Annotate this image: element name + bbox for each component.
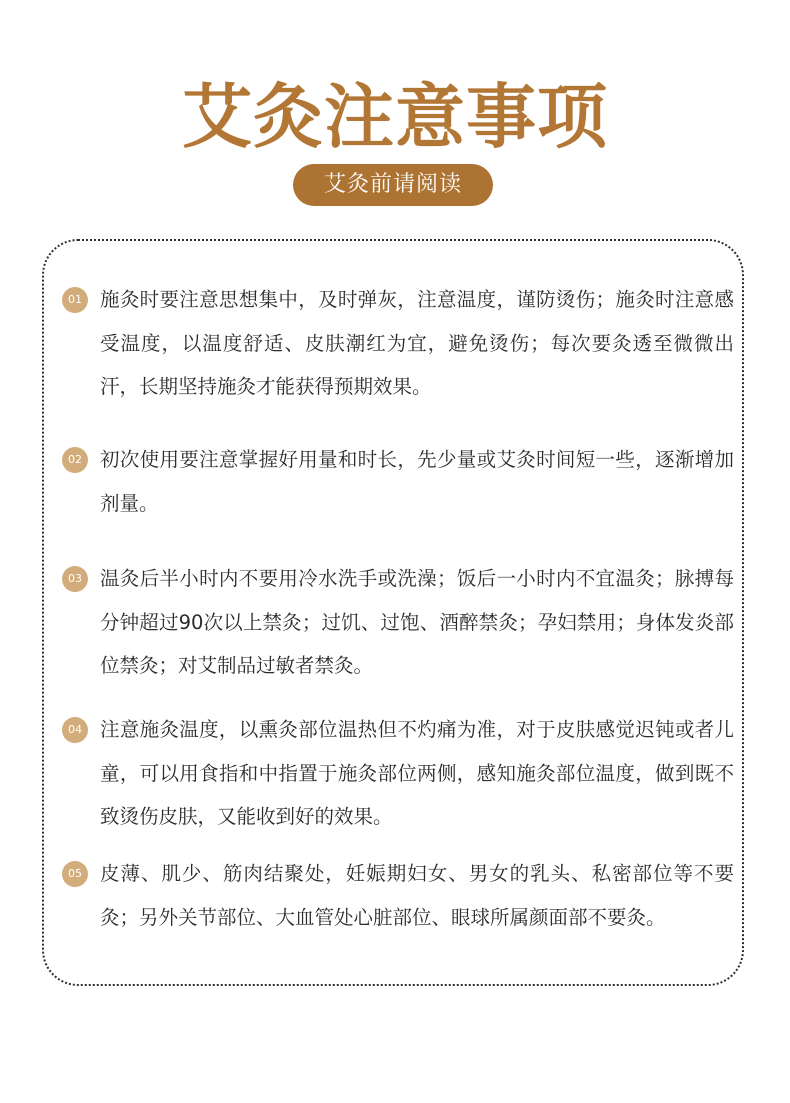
notice-item-05: [62, 852, 734, 939]
notice-item-04: [62, 708, 734, 839]
subtitle-badge: 艾灸前请阅读: [293, 164, 493, 206]
notice-item-01: [62, 278, 734, 409]
item-number-badge: 05: [62, 861, 88, 887]
item-text: 注意施灸温度，以熏灸部位温热但不灼痛为准，对于皮肤感觉迟钝或者儿童，可以用食指和中指置于施灸部位两侧，感知施灸部位温度，做到既不致烫伤皮肤，又能收到好的效果。: [100, 718, 734, 828]
item-number-badge: 02: [62, 447, 88, 473]
page-title: 艾灸注意事项: [182, 76, 608, 158]
item-text: 初次使用要注意掌握好用量和时长，先少量或艾灸时间短一些，逐渐增加剂量。: [100, 448, 734, 515]
item-text: 皮薄、肌少、筋肉结聚处，妊娠期妇女、男女的乳头、私密部位等不要灸；另外关节部位、大血管处心脏部位、眼球所属颜面部不要灸。: [100, 862, 734, 929]
item-number-badge: 03: [62, 566, 88, 592]
item-text: 施灸时要注意思想集中，及时弹灰，注意温度，谨防烫伤；施灸时注意感受温度，以温度舒适、皮肤潮红为宜，避免烫伤；每次要灸透至微微出汗，长期坚持施灸才能获得预期效果。: [100, 288, 734, 398]
notice-item-02: [62, 438, 734, 525]
item-text: 温灸后半小时内不要用冷水洗手或洗澡；饭后一小时内不宜温灸；脉搏每分钟超过90次以上禁灸；过饥、过饱、酒醉禁灸；孕妇禁用；身体发炎部位禁灸；对艾制品过敏者禁灸。: [100, 567, 734, 677]
notice-item-03: [62, 557, 734, 688]
item-number-badge: 04: [62, 717, 88, 743]
item-number-badge: 01: [62, 287, 88, 313]
